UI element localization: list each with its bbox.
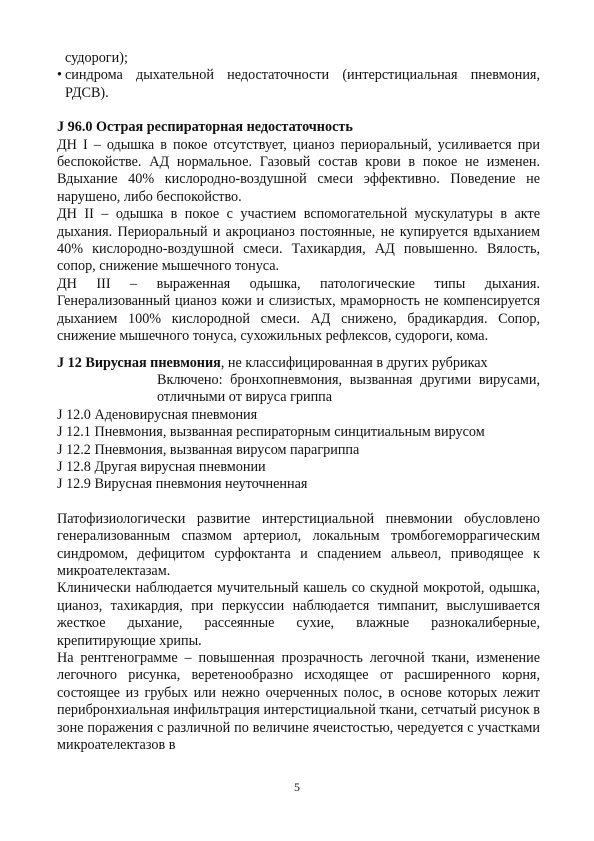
continued-line: судороги); — [65, 50, 128, 66]
code-line: J 12.9 Вирусная пневмония неуточненная — [57, 476, 308, 493]
code-line: J 12.8 Другая вирусная пневмонии — [57, 458, 266, 475]
bullet-item — [57, 67, 540, 102]
section-heading-j96: J 96.0 Острая респираторная недостаточность — [57, 119, 353, 136]
code-line: J 12.1 Пневмония, вызванная респираторным синцитиальным вирусом — [57, 424, 485, 441]
paragraph-dn1: ДН I – одышка в покое отсутствует, цианоз периоральный, усиливается при беспокойстве. АД нормальное. Газовый состав крови в покое не изменен. Вдыхание 40% кислородно-воздушной смеси эффективно. Поведение не нарушено, либо беспокойство. — [57, 136, 540, 205]
code-line: J 12.2 Пневмония, вызванная вирусом парагриппа — [57, 441, 360, 458]
paragraph-clinical: Клинически наблюдается мучительный кашель со скудной мокротой, одышка, цианоз, тахикардия, при перкуссии наблюдается тимпанит, выслушивается жесткое дыхание, рассеянные сухие, влажные разнокалиберные, крепитирующие хрипы. — [57, 580, 540, 649]
heading-j12-bold: J 12 Вирусная пневмония — [57, 354, 221, 371]
paragraph-dn3: ДН III – выраженная одышка, патологические типы дыхания. Генерализованный цианоз кожи и слизистых, мраморность не компенсируется дыханием 100% кислородной смеси. АД снижено, брадикардия. Сопор, снижение мышечного тонуса, сухожильных рефлексов, судороги, кома. — [57, 275, 540, 345]
included-note: Включено: бронхопневмония, вызванная другими вирусами, отличными от вируса гриппа — [157, 371, 540, 406]
paragraph-dn2: ДН II – одышка в покое с участием вспомогательной мускулатуры в акте дыхания. Периоральный и акроцианоз постоянные, не купируется вдыханием 40% кислородно-воздушной смеси. Тахикардия, АД повышенно. Вялость, сопор, снижение мышечного тонуса. — [57, 206, 540, 275]
heading-j12-rest: , не классифицированная в других рубриках — [220, 354, 488, 371]
paragraph-pathophysiology: Патофизиологически развитие интерстициальной пневмонии обусловлено генерализованным спазмом артериол, локальным тромбогеморрагическим синдромом, дефицитом сурфоктанта и спадением альвеол, приводящее к микроателектазам. — [57, 510, 540, 579]
section-heading-j12 — [57, 355, 540, 372]
page-content — [57, 50, 540, 754]
paragraph-xray: На рентгенограмме – повышенная прозрачность легочной ткани, изменение легочного рисунка, веретенообразно исходящее от расширенного корня, состоящее из грубых или нежно очерченных полос, в основе которых лежит перибронхиальная инфильтрация интерстициальной ткани, сетчатый рисунок в зоне поражения с различной по величине ячеистостью, чередуется с участками микроателектазов в — [57, 650, 540, 754]
bullet-text: синдрома дыхательной недостаточности (интерстициальная пневмония, РДСВ). — [65, 67, 540, 101]
code-line: J 12.0 Аденовирусная пневмония — [57, 406, 258, 423]
bullet-dot: • — [57, 67, 62, 84]
page-number: 5 — [294, 780, 300, 794]
